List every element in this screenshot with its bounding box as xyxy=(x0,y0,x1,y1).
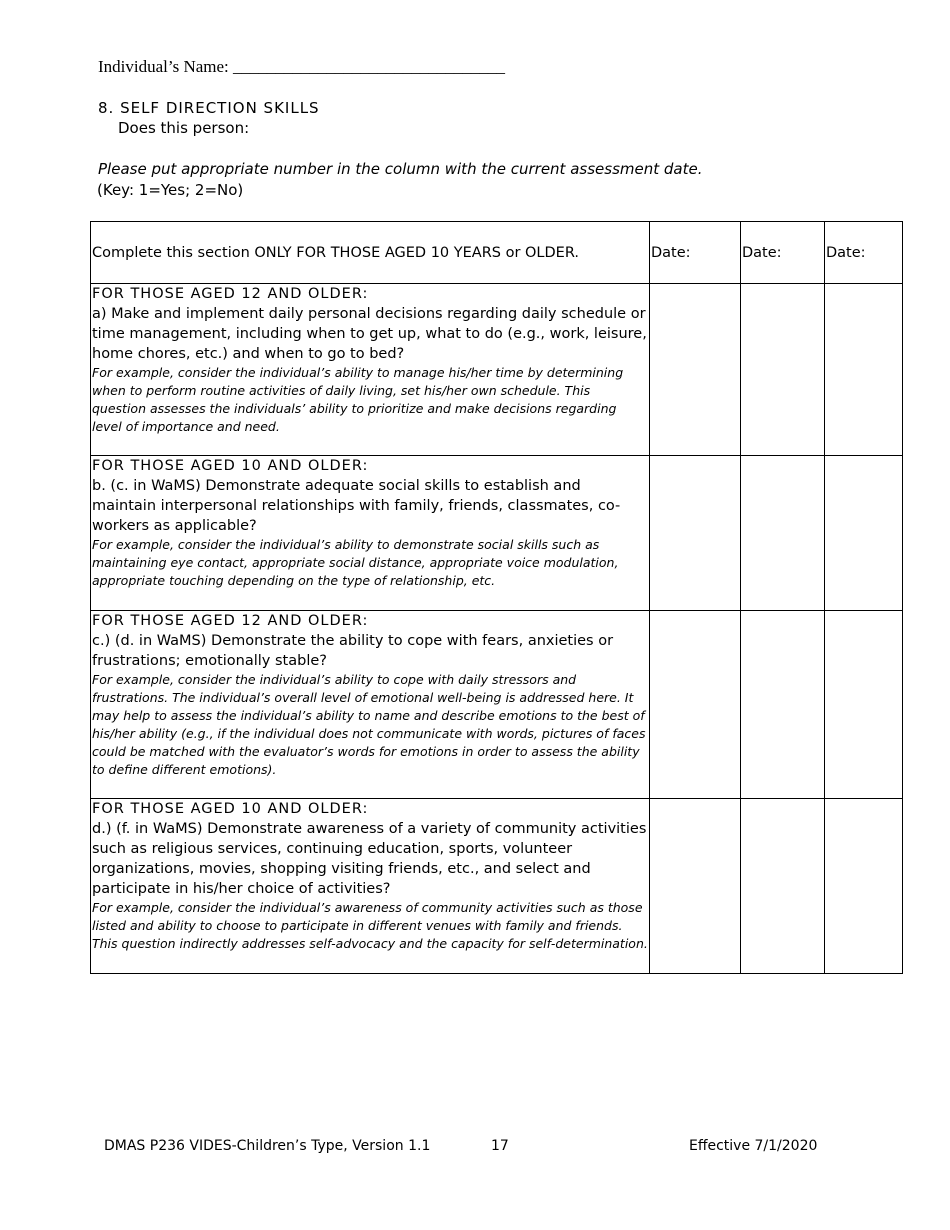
question-text: d.) (f. in WaMS) Demonstrate awareness of a variety of community activities such as religious services, continuing education, sports, volunteer organizations, movies, shopping visiting friends, etc., and select and participate in his/her choice of activities? xyxy=(92,821,647,897)
answer-cell[interactable] xyxy=(825,284,903,456)
age-label: FOR THOSE AGED 10 AND OLDER: xyxy=(92,801,369,817)
age-label: FOR THOSE AGED 10 AND OLDER: xyxy=(92,458,369,474)
table-row xyxy=(91,456,903,611)
example-text: For example, consider the individual’s ability to manage his/her time by determining when to perform routine activities of daily living, set his/her own schedule. This question assesses the individuals’ ability to prioritize and make decisions regarding level of importance and need. xyxy=(92,365,624,434)
section-subtitle: Does this person: xyxy=(118,119,250,137)
date-header: Date: xyxy=(741,222,825,284)
age-label: FOR THOSE AGED 12 AND OLDER: xyxy=(92,613,369,629)
date-header: Date: xyxy=(650,222,741,284)
table-row xyxy=(91,611,903,799)
section-title: 8. SELF DIRECTION SKILLS xyxy=(98,99,320,117)
table-row xyxy=(91,284,903,456)
instruction-text: Please put appropriate number in the column with the current assessment date. xyxy=(98,160,703,178)
answer-cell[interactable] xyxy=(741,611,825,799)
question-cell xyxy=(91,611,650,799)
example-text: For example, consider the individual’s ability to demonstrate social skills such as maintaining eye contact, appropriate social distance, appropriate voice modulation, appropriate touching depending on the type of relationship, etc. xyxy=(92,537,619,588)
footer-effective-date: Effective 7/1/2020 xyxy=(689,1138,818,1154)
table-header-text: Complete this section ONLY FOR THOSE AGED 10 YEARS or OLDER. xyxy=(91,222,650,284)
question-text: b. (c. in WaMS) Demonstrate adequate social skills to establish and maintain interpersonal relationships with family, friends, classmates, co-workers as applicable? xyxy=(92,478,621,534)
answer-cell[interactable] xyxy=(650,611,741,799)
answer-cell[interactable] xyxy=(825,456,903,611)
answer-cell[interactable] xyxy=(741,799,825,974)
question-text: a) Make and implement daily personal decisions regarding daily schedule or time management, including when to get up, what to do (e.g., work, leisure, home chores, etc.) and when to go to bed? xyxy=(92,306,647,362)
footer-form-id: DMAS P236 VIDES-Children’s Type, Version 1.1 xyxy=(104,1138,431,1154)
question-cell xyxy=(91,799,650,974)
table-header-row xyxy=(91,222,903,284)
date-header: Date: xyxy=(825,222,903,284)
question-cell xyxy=(91,456,650,611)
footer-page-number: 17 xyxy=(491,1138,509,1154)
answer-cell[interactable] xyxy=(741,284,825,456)
answer-cell[interactable] xyxy=(825,799,903,974)
age-label: FOR THOSE AGED 12 AND OLDER: xyxy=(92,286,369,302)
question-text: c.) (d. in WaMS) Demonstrate the ability to cope with fears, anxieties or frustrations; emotionally stable? xyxy=(92,633,614,669)
example-text: For example, consider the individual’s ability to cope with daily stressors and frustrations. The individual’s overall level of emotional well-being is addressed here. It may help to assess the individual’s ability to name and describe emotions to the best of his/her ability (e.g., if the individual does not communicate with words, pictures of faces could be matched with the evaluator’s words for emotions in order to assess the ability to define different emotions). xyxy=(92,672,646,777)
individual-name-field[interactable]: Individual’s Name: ________________________________ xyxy=(98,57,506,76)
table-row xyxy=(91,799,903,974)
assessment-table xyxy=(90,221,903,974)
answer-cell[interactable] xyxy=(741,456,825,611)
answer-cell[interactable] xyxy=(650,284,741,456)
answer-cell[interactable] xyxy=(650,799,741,974)
answer-cell[interactable] xyxy=(650,456,741,611)
question-cell xyxy=(91,284,650,456)
answer-cell[interactable] xyxy=(825,611,903,799)
example-text: For example, consider the individual’s awareness of community activities such as those listed and ability to choose to participate in different venues with family and friends. This question indirectly addresses self-advocacy and the capacity for self-determination. xyxy=(92,900,648,951)
answer-key: (Key: 1=Yes; 2=No) xyxy=(97,181,244,199)
